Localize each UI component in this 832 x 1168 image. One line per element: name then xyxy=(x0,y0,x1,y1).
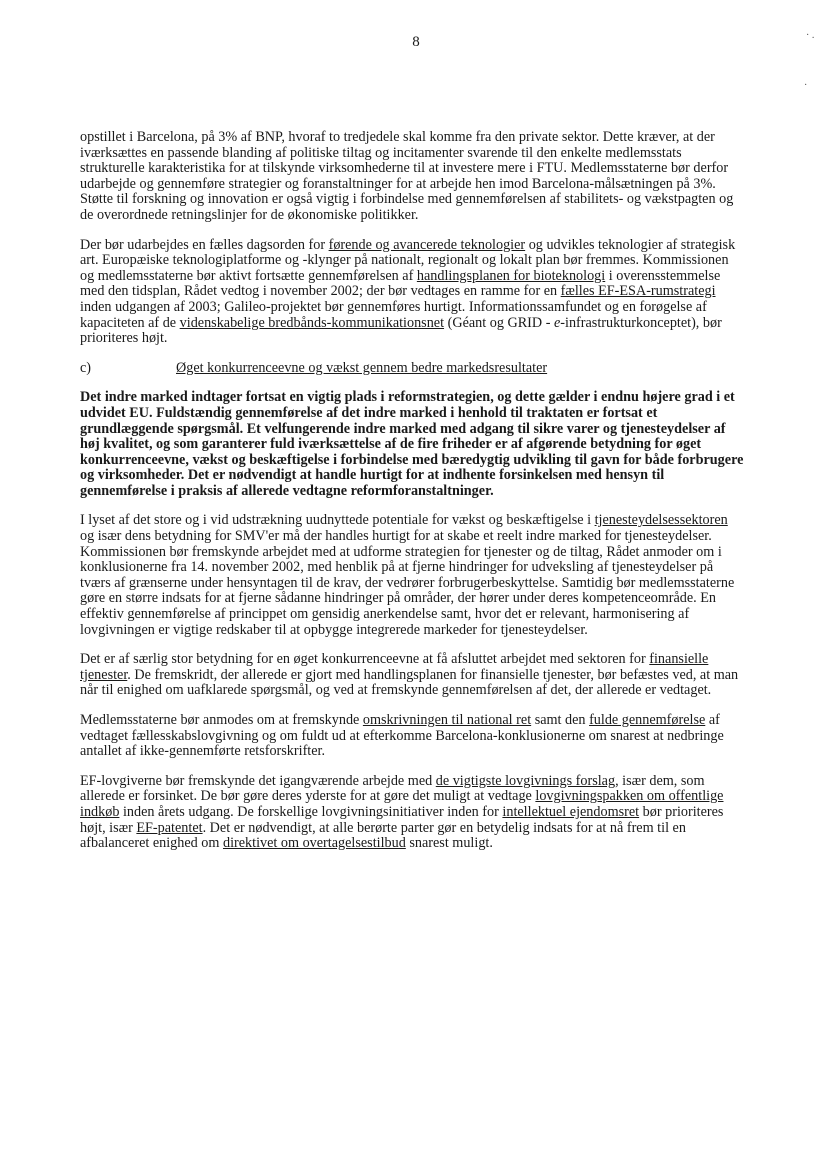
paragraph xyxy=(80,513,744,638)
underlined-term: EF-patentet xyxy=(136,819,203,836)
text-run: og især dens betydning for SMV'er må der handles hurtigt for at skabe et reelt indre marked for tjenesteydelser. Kommissionen bør fremskynde arbejdet med at udforme strategien for tjenester og de tiltag, Rådet anmoder om i konklusionerne fra 14. november 2002, med henblik på at fjerne hindringer for udveksling af tjenesteydelser på tværs af grænserne under hensyntagen til de krav, der vedrører forbrugerbeskyttelse. Samtidig bør medlemsstaterne gøre en større indsats for at fjerne sådanne hindringer på områder, der hører under deres kompetenceområde. En effektiv gennemførelse af princippet om gensidig anerkendelse samt, hvor det er relevant, harmonisering af lovgivningen er vigtige redskaber til at opbygge integrerede markeder for tjenesteydelser. xyxy=(80,528,735,638)
bold-paragraph xyxy=(80,390,744,499)
text-run: . De fremskridt, der allerede er gjort med handlingsplanen for finansielle tjenester, bør befæstes ved, at man når til enighed om uafklarede spørgsmål, og ved at fremskynde gennemførelsen af det, der allerede er vedtaget. xyxy=(80,666,739,699)
text-run: samt den xyxy=(531,712,590,728)
document-body xyxy=(80,130,744,866)
underlined-term: førende og avancerede teknologier xyxy=(328,236,526,253)
section-title: Øget konkurrenceevne og vækst gennem bedre markedsresultater xyxy=(176,359,548,376)
scan-speck-mark: · . xyxy=(806,30,815,41)
underlined-term: tjenesteydelsessektoren xyxy=(594,512,728,529)
text-run: e xyxy=(553,314,561,331)
section-number: c) xyxy=(80,359,92,376)
text-run: EF-lovgiverne bør fremskynde det igangværende arbejde med xyxy=(80,772,436,789)
text-run: (Géant og GRID - xyxy=(444,314,554,331)
text-run: Medlemsstaterne bør anmodes om at fremskynde xyxy=(80,712,363,728)
text-run: I lyset af det store og i vid udstrækning uudnyttede potentiale for vækst og beskæftigelse i xyxy=(80,512,595,529)
text-run: af vedtaget fællesskabslovgivning og om fuldt ud at efterkomme Barcelona-konklusionerne om snarest at nedbringe antallet af ikke-gennemførte retsforskrifter. xyxy=(80,712,724,760)
underlined-term: de vigtigste lovgivnings forslag xyxy=(435,772,616,789)
text-run: snarest muligt. xyxy=(405,835,493,852)
underlined-term: fælles EF-ESA-rumstrategi xyxy=(560,283,716,300)
underlined-term: direktivet om overtagelsestilbud xyxy=(222,835,406,852)
underlined-term: fulde gennemførelse xyxy=(589,712,706,728)
text-run: , især dem, som allerede er forsinket. De bør gøre deres yderste for at gøre det muligt at vedtage xyxy=(80,772,705,805)
section-heading xyxy=(80,361,744,377)
paragraph xyxy=(80,652,744,699)
paragraph xyxy=(80,130,744,224)
page-number: 8 xyxy=(412,34,420,50)
text-run: Der bør udarbejdes en fælles dagsorden for xyxy=(80,236,329,253)
text-run: i overensstemmelse med den tidsplan, Rådet vedtog i november 2002; der bør vedtages en ramme for en xyxy=(80,267,721,300)
underlined-term: omskrivningen til national ret xyxy=(362,712,532,728)
scan-speck-mark: · xyxy=(804,80,808,91)
text-run: inden årets udgang. De forskellige lovgivningsinitiativer inden for xyxy=(119,803,503,820)
underlined-term: handlingsplanen for bioteknologi xyxy=(416,267,606,284)
paragraph xyxy=(80,238,744,347)
text-run: opstillet i Barcelona, på 3% af BNP, hvoraf to tredjedele skal komme fra den private sektor. Dette kræver, at der iværksættes en passende blanding af politiske tiltag og incitamenter svarende til den enkelte medlemsstats strukturelle karakteristika for at tilskynde virksomhederne til at investere mere i FTU. Medlemsstaterne bør derfor udarbejde og gennemføre strategier og foranstaltninger for at arbejde hen imod Barcelona-målsætningen på 3%. Støtte til forskning og innovation er også vigtig i forbindelse med gennemførelsen af stabilitets- og vækstpagten og de overordnede retningslinjer for de økonomiske politikker. xyxy=(80,129,734,223)
text-run: Det er af særlig stor betydning for en øget konkurrenceevne at få afsluttet arbejdet med sektoren for xyxy=(80,651,650,668)
text-run: Det indre marked indtager fortsat en vigtig plads i reformstrategien, og dette gælder i endnu højere grad i et udvidet EU. Fuldstændig gennemførelse af det indre marked i henhold til traktaten er fortsat et grundlæggende spørgsmål. Et velfungerende indre marked med adgang til sikre varer og tjenesteydelser af høj kvalitet, og som garanterer fuld iværksættelse af de fire friheder er af afgørende betydning for øget konkurrenceevne, vækst og beskæftigelse i forbindelse med bæredygtig udvikling til gavn for både forbrugere og virksomheder. Det er nødvendigt at handle hurtigt for at indhente forsinkelsen med hensyn til gennemførelse i praksis af allerede vedtagne reformforanstaltninger. xyxy=(80,389,744,499)
underlined-term: finansielle tjenester xyxy=(80,651,709,683)
paragraph xyxy=(80,774,744,852)
text-run: og udvikles teknologier af strategisk art. Europæiske teknologiplatforme og -klynger på nationalt, regionalt og lokalt plan bør fremmes. Kommissionen og medlemsstaterne bør aktivt fortsætte gennemførelsen af xyxy=(80,236,736,284)
text-run: inden udgangen af 2003; Galileo-projektet bør gennemføres hurtigt. Informationssamfundet og en forøgelse af kapaciteten af de xyxy=(80,298,707,331)
underlined-term: lovgivningspakken om offentlige indkøb xyxy=(80,788,724,820)
text-run: bør prioriteres højt, især xyxy=(80,803,724,836)
underlined-term: videnskabelige bredbånds-kommunikationsnet xyxy=(179,314,445,331)
paragraph xyxy=(80,713,744,760)
text-run: -infrastrukturkonceptet), bør prioriteres højt. xyxy=(80,314,722,347)
underlined-term: intellektuel ejendomsret xyxy=(502,803,640,820)
text-run: . Det er nødvendigt, at alle berørte parter gør en betydelig indsats for at nå frem til en afbalanceret enighed om xyxy=(80,819,686,852)
